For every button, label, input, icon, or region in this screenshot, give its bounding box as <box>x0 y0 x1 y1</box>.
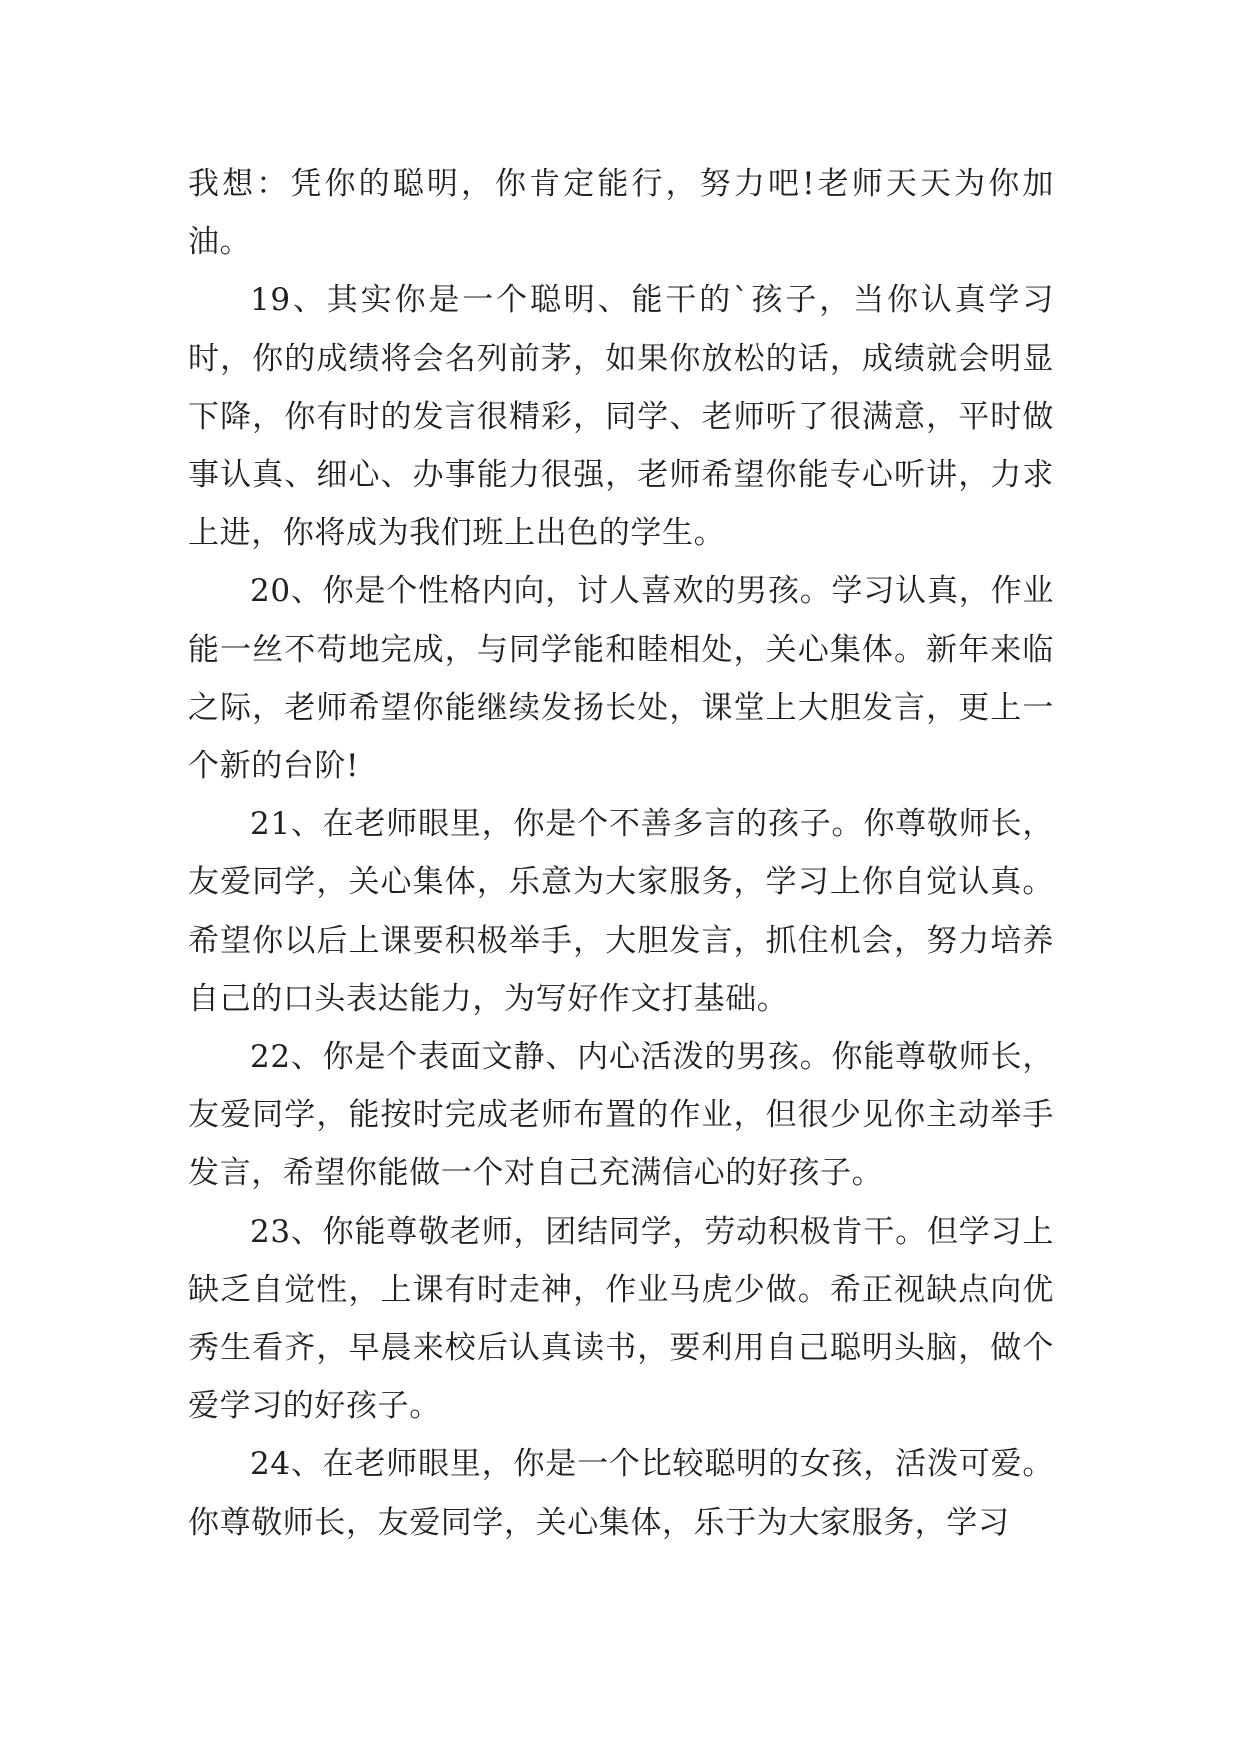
paragraph-24: 24、在老师眼里，你是一个比较聪明的女孩，活泼可爱。你尊敬师长，友爱同学，关心集体，乐于为大家服务，学习 <box>188 1446 1054 1541</box>
paragraph-23: 23、你能尊敬老师，团结同学，劳动积极肯干。但学习上缺乏自觉性，上课有时走神，作业马虎少做。希正视缺点向优秀生看齐，早晨来校后认真读书，要利用自己聪明头脑，做个爱学习的好孩子。 <box>188 1213 1054 1425</box>
paragraph-21: 21、在老师眼里，你是个不善多言的孩子。你尊敬师长，友爱同学，关心集体，乐意为大家服务，学习上你自觉认真。希望你以后上课要积极举手，大胆发言，抓住机会，努力培养自己的口头表达能力，为写好作文打基础。 <box>188 806 1054 1017</box>
paragraph-20: 20、你是个性格内向，讨人喜欢的男孩。学习认真，作业能一丝不苟地完成，与同学能和睦相处，关心集体。新年来临之际，老师希望你能继续发扬长处，课堂上大胆发言，更上一个新的台阶! <box>188 573 1054 785</box>
paragraph-19: 19、其实你是一个聪明、能干的`孩子，当你认真学习时，你的成绩将会名列前茅，如果你放松的话，成绩就会明显下降，你有时的发言很精彩，同学、老师听了很满意，平时做事认真、细心、办事能力很强，老师希望你能专心听讲，力求上进，你将成为我们班上出色的学生。 <box>188 282 1054 552</box>
paragraph-continued: 我想：凭你的聪明，你肯定能行，努力吧!老师天天为你加油。 <box>188 166 1054 261</box>
body-text <box>188 155 1054 1552</box>
paragraph-22: 22、你是个表面文静、内心活泼的男孩。你能尊敬师长，友爱同学，能按时完成老师布置的作业，但很少见你主动举手发言，希望你能做一个对自己充满信心的好孩子。 <box>188 1039 1054 1192</box>
